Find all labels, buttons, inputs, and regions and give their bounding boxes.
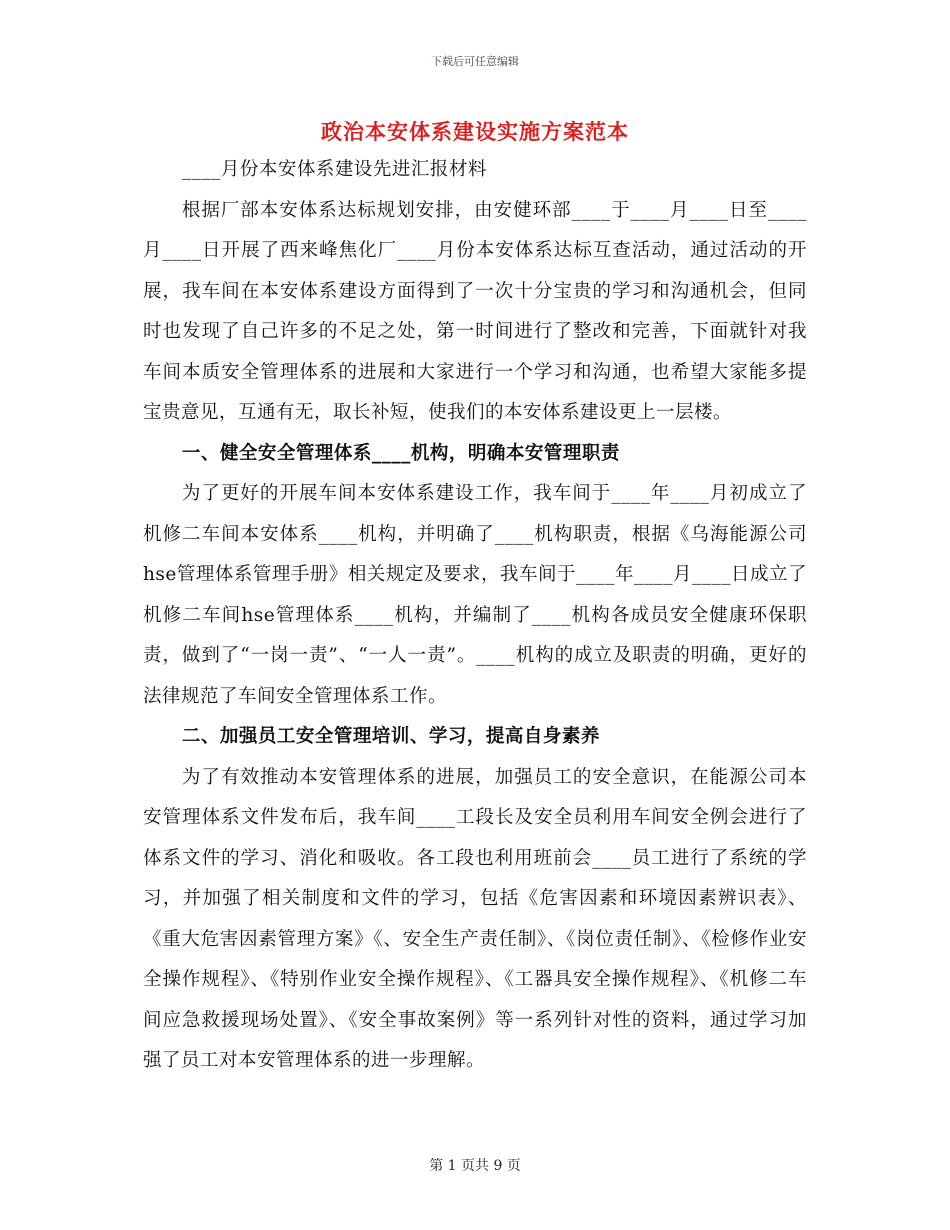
paragraph-section-2: 为了有效推动本安管理体系的进展，加强员工的安全意识，在能源公司本安管理体系文件发布后，我车间____工段长及安全员利用车间安全例会进行了体系文件的学习、消化和吸收。各工段也利用班前会____员工进行了系统的学习，并加强了相关制度和文件的学习，包括《危害因素和环境因素辨识表》、《重大危害因素管理方案》《、安全生产责任制》、《岗位责任制》、《检修作业安全操作规程》、《特别作业安全操作规程》、《工器具安全操作规程》、《机修二车间应急救援现场处置》、《安全事故案例》等一系列针对性的资料，通过学习加强了员工对本安管理体系的进一步理解。 [143, 766, 807, 1071]
paragraph-intro: 根据厂部本安体系达标规划安排，由安健环部____于____月____日至____月____日开展了西来峰焦化厂____月份本安体系达标互查活动，通过活动的开展，我车间在本安体系建设方面得到了一次十分宝贵的学习和沟通机会，但同时也发现了自己许多的不足之处，第一时间进行了整改和完善，下面就针对我车间本质安全管理体系的进展和大家进行一个学习和沟通，也希望大家能多提宝贵意见，互通有无，取长补短，使我们的本安体系建设更上一层楼。 [143, 199, 807, 423]
page-footer: 第 1 页共 9 页 [429, 1158, 521, 1174]
header-note: 下载后可任意编辑 [431, 55, 519, 68]
document-body [143, 150, 807, 1082]
paragraph-section-1: 为了更好的开展车间本安体系建设工作，我车间于____年____月初成立了机修二车间本安体系____机构，并明确了____机构职责，根据《乌海能源公司hse管理体系管理手册》相关规定及要求，我车间于____年____月____日成立了机修二车间hse管理体系____机构，并编制了____机构各成员安全健康环保职责，做到了“一岗一责”、“一人一责”。____机构的成立及职责的明确，更好的法律规范了车间安全管理体系工作。 [143, 483, 807, 707]
section-heading-1: 一、健全安全管理体系____机构，明确本安管理职责 [181, 442, 620, 464]
paragraph-subtitle: ____月份本安体系建设先进汇报材料 [181, 159, 487, 180]
section-heading-2: 二、加强员工安全管理培训、学习，提高自身素养 [181, 726, 600, 747]
document-title: 政治本安体系建设实施方案范本 [321, 119, 629, 144]
